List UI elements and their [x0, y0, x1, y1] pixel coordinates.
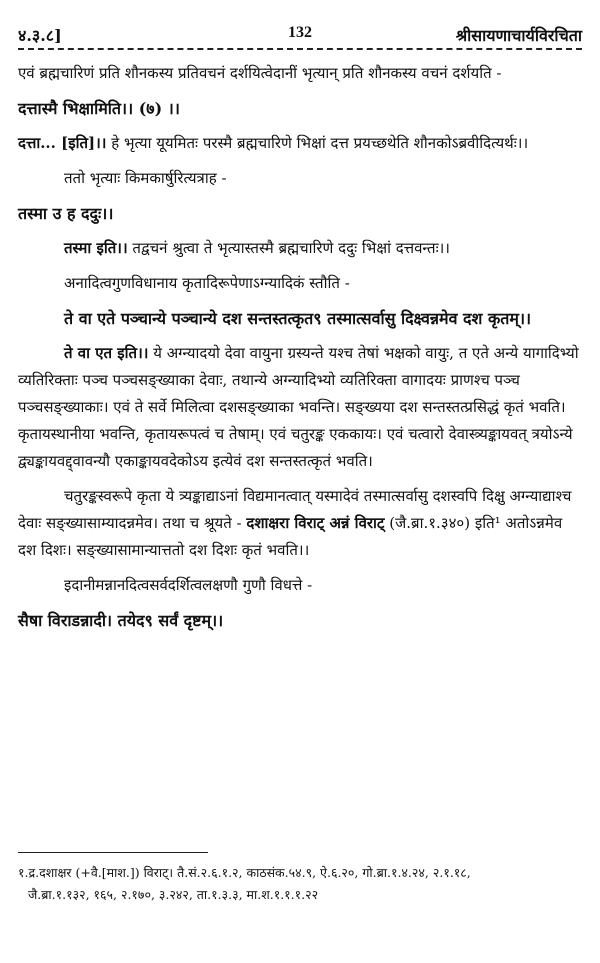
- mantra-verse: ते वा एते पञ्चान्ये पञ्चान्ये दश सन्तस्तत्कृत९ तस्मात्सर्वासु दिक्ष्वन्नमेव दश कृतम्।।: [64, 309, 532, 328]
- paragraph: ते वा एत इति।। ये अग्न्यादयो देवा वायुना ग्रस्यन्ते यश्च तेषां भक्षको वायुः, त एते अन्ये यागादिभ्यो व्यतिरिक्ताः पञ्च पञ्चसङ्ख्याका देवाः, तथान्ये अग्न्यादिभ्यो व्यतिरिक्ता वागादयः प्राणश्च पञ्च पञ्चसङ्ख्याकाः। एवं ते सर्वे मिलित्वा दशसङ्ख्याका भवन्ति। सङ्ख्यया दश सन्तस्तत्प्रसिद्धं कृतं भवति। कृतायस्थानीया भवन्ति, कृतायरूपत्वं च तेषाम्। एवं चतुरङ्क एककायः। एवं चत्वारो देवास्त्र्यङ्कायवत् त्रयोऽन्ये द्व्यङ्कायवद्द्वावन्यौ एकाङ्कायवदेकोऽय इत्येवं दश सन्तस्तत्कृतं भवति।: [18, 344, 579, 470]
- book-title: श्रीसायणाचार्यविरचिता: [455, 26, 582, 45]
- mantra-verse: सैषा विराडन्नादी। तयेद९ सर्वं दृष्टम्।।: [18, 611, 224, 630]
- paragraph: दत्ता... [इति]।। हे भृत्या यूयमितः परस्मै ब्रह्मचारिणे भिक्षां दत्त प्रयच्छथेति शौनकोऽब्रवीदित्यर्थः।।: [18, 134, 529, 152]
- paragraph: ततो भृत्याः किमकार्षुरित्यत्राह -: [64, 169, 227, 187]
- section-number: ४.३.८]: [18, 26, 62, 45]
- commentary-body: [18, 60, 582, 642]
- footnote-line: जै.ब्रा.१.१३२, १६५, २.१७०, ३.२४२, ता.१.३.३, मा.श.१.१.१.२२: [28, 887, 319, 902]
- footnote: [18, 862, 582, 906]
- header-divider: [18, 48, 582, 50]
- paragraph: अनादित्वगुणविधानाय कृतादिरूपेणाऽग्न्यादिकं स्तौति -: [64, 274, 350, 292]
- mantra-verse: तस्मा उ ह ददुः।।: [18, 204, 114, 223]
- paragraph: चतुरङ्कस्वरूपे कृता ये त्र्यङ्काद्याऽनां विद्यमानत्वात् यस्मादेवं तस्मात्सर्वासु दशस्वपि दिक्षु अग्न्याद्याश्च देवाः सङ्ख्यासाम्यादन्नमेव। तथा च श्रूयते - दशाक्षरा विराट् अन्नं विराट् (जै.ब्रा.१.३४०) इति¹ अतोऽन्नमेव दश दिशः। सङ्ख्यासामान्यात्ततो दश दिशः कृतं भवति।।: [18, 487, 572, 559]
- mantra-verse: दत्तास्मै भिक्षामिति।। (७) ।।: [18, 99, 180, 118]
- pratika-lead: दत्ता... [इति]।।: [18, 134, 107, 152]
- paragraph: इदानीमन्नानदित्वसर्वदर्शित्वलक्षणौ गुणौ विधत्ते -: [64, 576, 313, 594]
- footnote-line: १.द्र.दशाक्षर (+वै.[माश.]) विराट्। तै.सं.२.६.१.२, काठसंक.५४.९, ऐ.६.२०, गो.ब्रा.१.४.२४, २.१.१८,: [18, 865, 471, 880]
- pratika-lead: तस्मा इति।।: [64, 239, 128, 257]
- page-number: 132: [288, 24, 312, 41]
- running-header: [18, 18, 582, 48]
- footnote-divider: [18, 852, 208, 853]
- pratika-lead: ते वा एत इति।।: [64, 344, 149, 362]
- paragraph: एवं ब्रह्मचारिणं प्रति शौनकस्य प्रतिवचनं दर्शयित्वेदानीं भृत्यान् प्रति शौनकस्य वचनं दर्शयति -: [18, 64, 502, 82]
- quoted-shruti: दशाक्षरा विराट् अन्नं विराट्: [246, 514, 385, 532]
- paragraph: तस्मा इति।। तद्वचनं श्रुत्वा ते भृत्यास्तस्मै ब्रह्मचारिणे ददुः भिक्षां दत्तवन्तः।।: [64, 239, 450, 257]
